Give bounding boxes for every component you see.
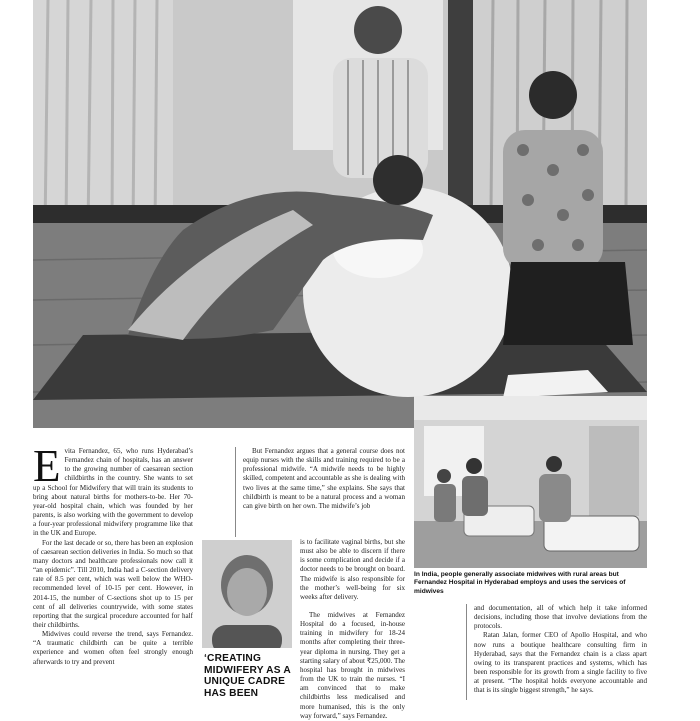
paragraph: But Fernandez argues that a general course does not equip nurses with the skills and training required to be a professional midwife. “A midwife needs to be highly skilled, competent and accountable as she is dealing with two lives at the same time,” she explains. She says that childbirth is meant to be a natural process and a woman can give birth on her own. The midwife’s job: [243, 447, 405, 510]
paragraph: Midwives could reverse the trend, says Fernandez. “A traumatic childbirth can be quite a terrible experience and women often feel strongly enough afterwards to try and prevent: [33, 630, 193, 666]
column-divider: [235, 447, 236, 537]
paragraph: Ratan Jalan, former CEO of Apollo Hospital, and who now runs a boutique healthcare consulting firm in Hyderabad, says that the Fernandez chain is a class apart owing to its transparent practices and systems, which has been responsible for its growth from a single facility to five at present. “The hospital holds everyone accountable and that is its single biggest strength,” he says.: [474, 631, 647, 695]
paragraph: For the last decade or so, there has been an explosion of caesarean section deliveries in India. So much so that many doctors and healthcare professionals now call it “an epidemic”. Till 2010, India had a C-section delivery rate of 8.5 per cent, which was well below the WHO-recommended level of 10-15 per cent. However, in 2014-15, the number of C-sections shot up to 15 per cent of all deliveries countrywide, with some states reporting that the surgical procedure accounted for half their childbirths.: [33, 538, 193, 629]
column-divider: [466, 604, 467, 700]
paragraph: is to facilitate vaginal births, but she must also be able to discern if there is some complication and decide if a doctor needs to be brought on board. The midwife is also responsible for the mother’s well-being for six weeks after delivery.: [300, 538, 405, 601]
article-column-2-narrow: [300, 538, 405, 602]
article-column-1: [33, 441, 193, 667]
training-photo: [33, 0, 647, 428]
article-column-3: [474, 604, 647, 696]
paragraph: vita Fernandez, 65, who runs Hyderabad’s Fernandez chain of hospitals, has an answer to the growing number of caesarean section childbirths in the country. She wants to set up a School for Midwifery that will train its students to bring about natural births for mothers-to-be. Her 70-year-old hospital chain, which was founded by her parents, is also working with the government to develop a four-year professional midwifery programme like that in the UK and Europe.: [33, 447, 193, 538]
portrait-photo: [202, 540, 292, 648]
paragraph: The midwives at Fernandez Hospital do a focused, in-house training in midwifery for 18-24 months after completing their three-year diploma in nursing. They get a starting salary of about ₹25,000. The hospital has brought in midwives from the UK to train the nurses. “I am convinced that to make childbirths less medicalised and more humanised, this is the only way forward,” says Fernandez.: [300, 611, 405, 720]
article-column-2: [243, 447, 405, 511]
hospital-nursery-photo: [414, 396, 647, 568]
photo-caption: In India, people generally associate midwives with rural areas but Fernandez Hospital in Hyderabad employs and uses the services of midwives: [414, 571, 626, 595]
pull-quote: ‘CREATING MIDWIFERY AS A UNIQUE CADRE HAS BEEN: [204, 653, 291, 699]
paragraph: and documentation, all of which help it take informed decisions, including those that involve deviations from the protocols.: [474, 604, 647, 631]
article-column-2-lower: [300, 611, 405, 721]
drop-cap: E: [33, 441, 61, 491]
